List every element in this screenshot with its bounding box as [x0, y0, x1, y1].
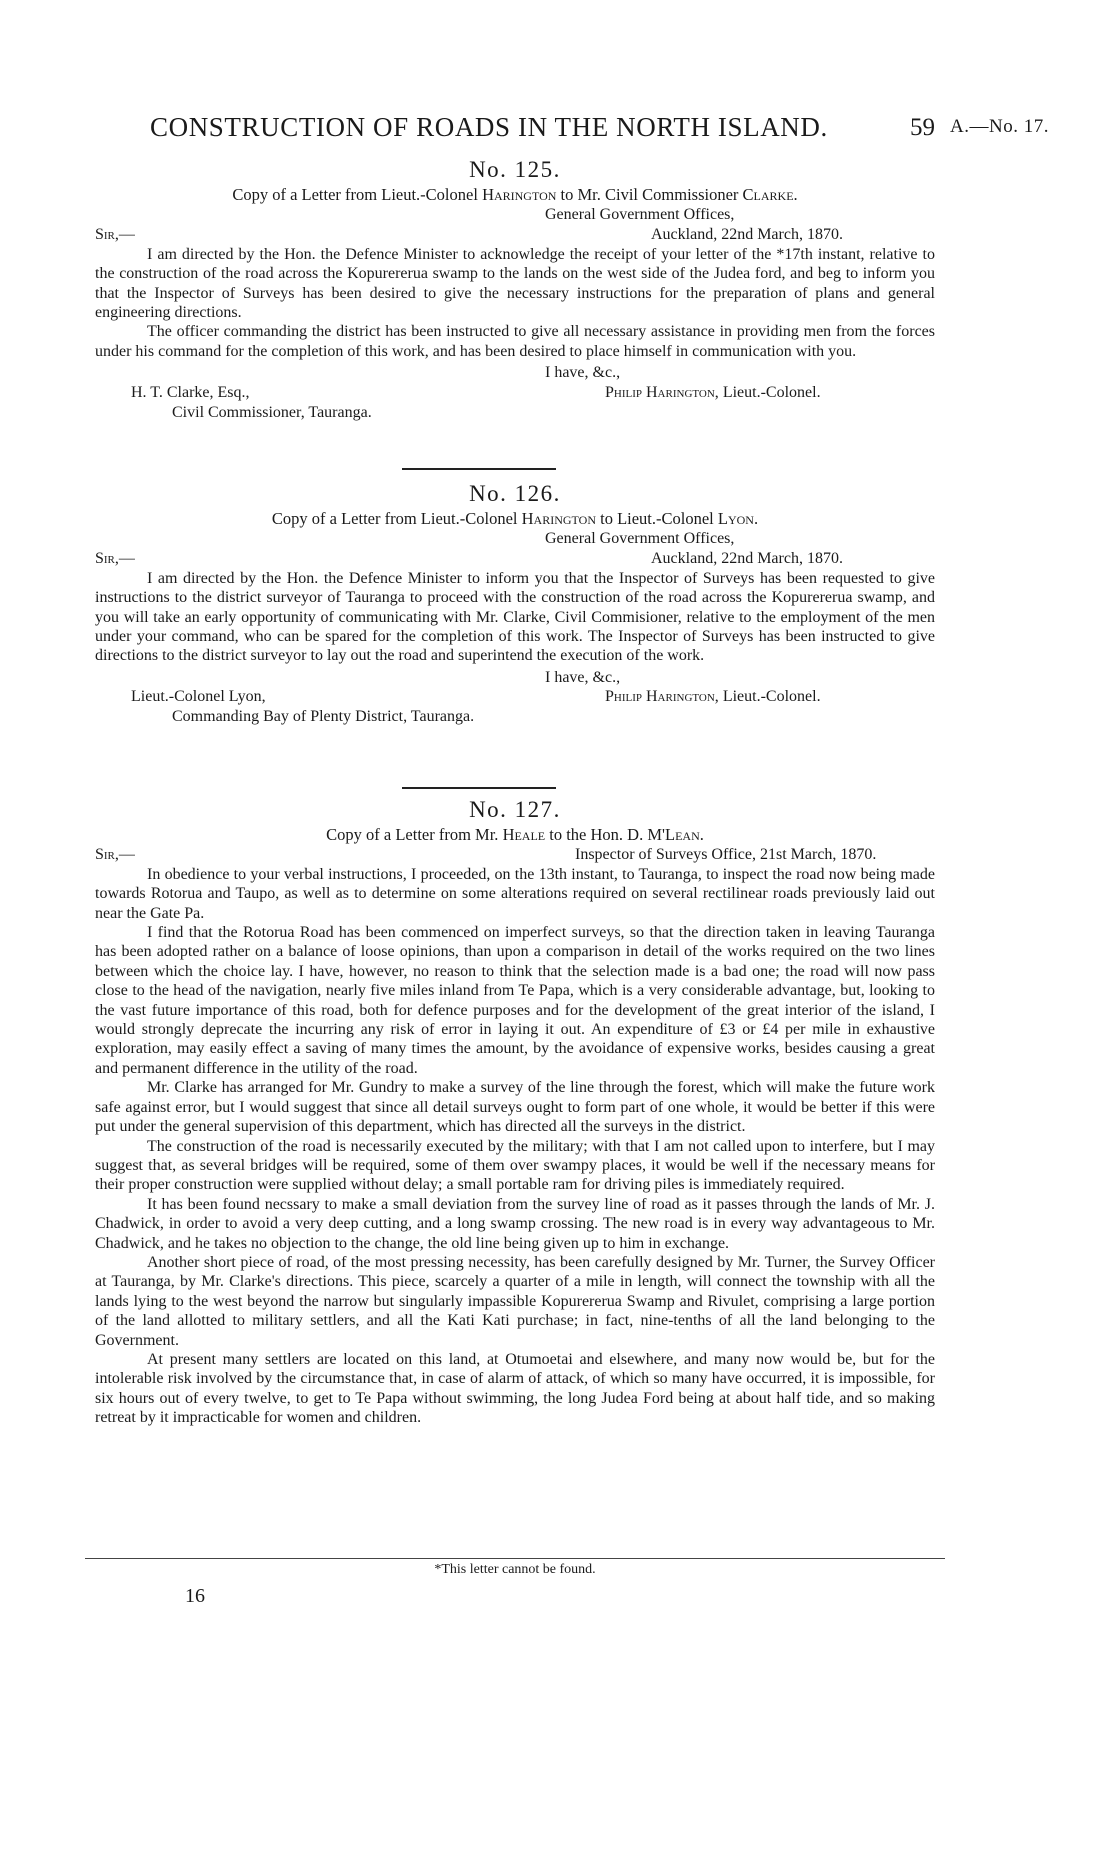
letter-caption: Copy of a Letter from Lieut.-Colonel Harington to Mr. Civil Commissioner Clarke. — [232, 185, 798, 205]
salutation-line — [95, 845, 935, 865]
letter-office: General Government Offices, — [545, 205, 735, 223]
paper-reference: A.—No. 17. — [950, 116, 1049, 137]
addressee: Lieut.-Colonel Lyon, — [131, 688, 266, 706]
addressee-title: Civil Commissioner, Tauranga. — [172, 403, 372, 421]
paragraph: It has been found necssary to make a small deviation from the survey line of road as it passes through the lands of Mr. J. Chadwick, in order to avoid a very deep cutting, and a long swamp crossing. The new road is in every way advantageous to Mr. Chadwick, and he takes no objection to the change, the old line being given up to him in exchange. — [95, 1195, 935, 1252]
paragraph: At present many settlers are located on this land, at Otumoetai and elsewhere, and many now would be, but for the intolerable risk involved by the circumstance that, in case of alarm of attack, of which so many have occurred, it is impossible, for six hours out of every twelve, to get to Te Papa without swimming, the long Judea Ford being at about half tide, and so making retreat by it impracticable for women and children. — [95, 1350, 935, 1427]
letter-number: No. 126. — [469, 481, 561, 506]
letter-date: Auckland, 22nd March, 1870. — [651, 549, 843, 567]
signature-row — [95, 687, 935, 707]
salutation-line — [95, 549, 935, 569]
page-number: 59 — [910, 114, 935, 141]
addressee: H. T. Clarke, Esq., — [131, 383, 250, 401]
closing: I have, &c., — [545, 668, 621, 686]
salutation: Sir,— — [95, 225, 135, 243]
letter-125 — [95, 157, 935, 423]
paragraph: I am directed by the Hon. the Defence Minister to inform you that the Inspector of Surveys has been requested to give instructions to the district surveyor of Tauranga to proceed with the construction of the road across the Kopurererua swamp, and you will take an early opportunity of communicating with Mr. Clarke, Civil Commisioner, relative to the employment of the men under your command, who can be spared for the completion of this work. The Inspector of Surveys has been instructed to give directions to the district surveyor to lay out the road and superintend the execution of the work. — [95, 569, 935, 665]
section-divider — [402, 468, 556, 470]
page-title: CONSTRUCTION OF ROADS IN THE NORTH ISLAND. — [150, 112, 828, 142]
letter-126 — [95, 481, 935, 727]
paragraph: Mr. Clarke has arranged for Mr. Gundry to make a survey of the line through the forest, which will make the future work safe against error, but I would suggest that since all detail surveys ought to form part of one whole, it would be better if this were put under the general supervision of this department, which has directed all the surveys in the district. — [95, 1079, 935, 1136]
footnote-rule — [85, 1558, 945, 1559]
paragraph: In obedience to your verbal instructions, I proceeded, on the 13th instant, to Tauranga, to inspect the road now being made towards Rotorua and Taupo, as well as to determine on some alterations required on several rectilinear roads previously laid out near the Gate Pa. — [95, 865, 935, 922]
letter-caption: Copy of a Letter from Lieut.-Colonel Harington to Lieut.-Colonel Lyon. — [271, 509, 759, 529]
letter-127 — [95, 797, 935, 1428]
signature-row — [95, 383, 935, 403]
paragraph: I am directed by the Hon. the Defence Minister to acknowledge the receipt of your letter of the *17th instant, relative to the construction of the road across the Kopurererua swamp to the lands on the west side of the Judea ford, and beg to inform you that the Inspector of Surveys has been desired to give the necessary instructions for the preparation of plans and general engineering directions. — [95, 245, 935, 322]
closing: I have, &c., — [545, 364, 621, 382]
letter-office: General Government Offices, — [545, 529, 735, 547]
letter-number: No. 127. — [469, 797, 561, 822]
footnote: *This letter cannot be found. — [434, 1562, 596, 1577]
letter-date: Auckland, 22nd March, 1870. — [651, 225, 843, 243]
paragraph: Another short piece of road, of the most pressing necessity, has been carefully designed by Mr. Turner, the Survey Officer at Tauranga, by Mr. Clarke's directions. This piece, scarcely a quarter of a mile in length, will connect the township with all the lands lying to the west beyond the narrow but singularly impassible Kopurererua Swamp and Rivulet, comprising a large portion of the land allotted to military settlers, and all the Kati Kati purchase; in fact, nine-tenths of all the land belonging to the Government. — [95, 1253, 935, 1349]
running-header — [150, 112, 1050, 152]
section-divider — [402, 787, 556, 789]
salutation: Sir,— — [95, 549, 135, 567]
salutation: Sir,— — [95, 845, 135, 863]
signature-mark: 16 — [185, 1585, 205, 1607]
letter-number: No. 125. — [469, 157, 561, 182]
letter-date: Inspector of Surveys Office, 21st March, 1870. — [575, 845, 877, 863]
signer: Philip Harington, Lieut.-Colonel. — [605, 383, 821, 401]
paragraph: The construction of the road is necessarily executed by the military; with that I am not called upon to interfere, but I may suggest that, as several bridges will be required, some of them over swampy places, it would be well if the necessary means for their proper construction were supplied without delay; a small portable ram for driving piles is immediately required. — [95, 1137, 935, 1194]
addressee-title: Commanding Bay of Plenty District, Tauranga. — [172, 708, 475, 726]
paragraph: I find that the Rotorua Road has been commenced on imperfect surveys, so that the direction taken in leaving Tauranga has been adopted rather on a balance of loose opinions, than upon a comparison in detail of the works required on the two lines between which the choice lay. I have, however, no reason to think that the selection made is a bad one; the road will now pass close to the head of the navigation, nearly five miles inland from Te Papa, which is a very considerable advantage, but, looking to the vast future importance of this road, both for defence purposes and for the development of the great interior of the island, I would strongly deprecate the incurring any risk of error in laying it out. An expenditure of £3 or £4 per mile in exhaustive exploration, may easily effect a saving of many times the amount, by the avoidance of expensive works, besides causing a great and permanent difference in the utility of the road. — [95, 924, 935, 1077]
letter-caption: Copy of a Letter from Mr. Heale to the Hon. D. M'Lean. — [326, 825, 704, 845]
salutation-line — [95, 225, 935, 245]
paragraph: The officer commanding the district has been instructed to give all necessary assistance in providing men from the forces under his command for the completion of this work, and has been desired to place himself in communication with you. — [95, 323, 935, 360]
signer: Philip Harington, Lieut.-Colonel. — [605, 688, 821, 706]
